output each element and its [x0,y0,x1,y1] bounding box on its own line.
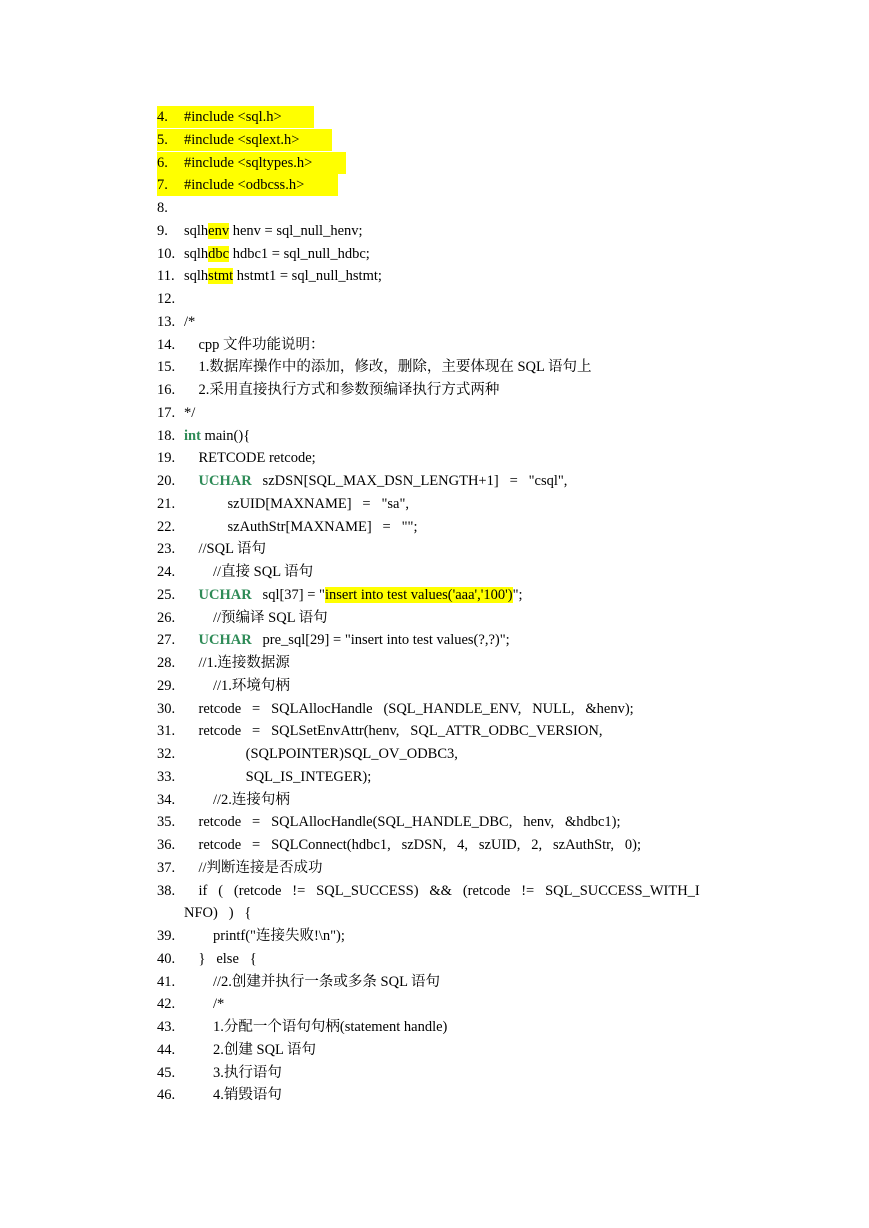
code-text: printf("连接失败!\n"); [184,928,345,944]
code-text: sqlh [184,222,209,239]
line-number: 8. [157,200,168,216]
code-line [157,470,567,492]
code-text: hstmt1 = sql_null_hstmt; [233,268,382,285]
code-line [157,265,382,287]
code-text: //1.连接数据源 [184,655,290,671]
code-line [157,811,621,833]
code-line [157,607,328,629]
code-text: (SQLPOINTER)SQL_OV_ODBC3, [184,746,458,762]
line-number: 10. [157,245,176,262]
code-line [157,1039,316,1061]
code-line [157,288,184,310]
line-number: 31. [157,723,176,740]
code-text: sqlh [184,268,209,285]
code-line [157,1062,282,1084]
line-number: 37. [157,859,176,876]
code-text: /* [184,313,196,330]
code-text: //判断连接是否成功 [184,859,323,876]
code-line [157,379,499,401]
code-text: sql[37] = " [251,586,325,603]
code-line [157,129,332,151]
line-number: 17. [157,404,176,421]
line-number: 5. [157,131,168,148]
code-line [157,425,250,447]
code-line [157,766,371,788]
line-number: 38. [157,882,176,899]
code-highlight: env [208,222,230,239]
code-line [157,197,184,219]
code-text: //预编译 SQL 语句 [184,609,328,626]
code-text: //直接 SQL 语句 [184,564,314,580]
code-text: szUID[MAXNAME] = "sa", [184,495,410,512]
code-text: retcode = SQLConnect(hdbc1, szDSN, 4, szUID, 2, szAuthStr, 0); [184,837,642,853]
code-line [184,902,251,924]
code-highlight: insert into test values('aaa','100') [324,586,513,603]
line-number: 33. [157,768,176,785]
line-number: 44. [157,1041,176,1058]
code-line [157,106,314,128]
line-number: 27. [157,632,176,649]
code-text: } else { [184,950,257,967]
code-text: #include <sql.h> [184,109,282,125]
code-line [157,993,224,1015]
line-number: 42. [157,996,176,1013]
code-text: NFO) ) { [184,905,252,922]
code-text: //1.环境句柄 [184,677,290,694]
code-text: main(){ [200,427,251,444]
code-line [157,1016,447,1038]
code-text [184,632,199,648]
line-number: 11. [157,268,175,285]
line-number: 25. [157,586,176,603]
code-highlight: dbc [208,245,230,262]
code-text: if ( (retcode != SQL_SUCCESS) && (retcode != SQL_SUCCESS_WITH_I [184,882,700,899]
code-line [157,584,523,606]
code-text: henv = sql_null_henv; [229,222,363,239]
code-keyword: UCHAR [198,632,252,649]
code-text: szDSN[SQL_MAX_DSN_LENGTH+1] = "csql", [251,473,568,489]
code-text: #include <sqltypes.h> [184,154,313,171]
code-line [157,925,345,947]
code-text: "; [512,586,523,603]
code-line [157,538,266,560]
line-number: 26. [157,609,176,626]
code-keyword: int [184,427,201,444]
code-line [157,652,290,674]
code-text: 1.分配一个语句句柄(statement handle) [184,1019,448,1035]
code-text: pre_sql[29] = "insert into test values(?,?)"; [251,632,510,649]
line-number: 36. [157,837,176,853]
line-number: 39. [157,928,176,944]
code-line [157,857,323,879]
code-line [157,948,257,970]
code-text: 1.数据库操作中的添加，修改，删除，主要体现在 SQL 语句上 [184,359,592,376]
code-text: hdbc1 = sql_null_hdbc; [229,245,370,262]
code-text: RETCODE retcode; [184,450,316,467]
code-line [157,334,325,356]
code-text: sqlh [184,245,209,262]
code-line [157,743,458,765]
line-number: 7. [157,177,168,194]
code-line [157,561,313,583]
line-number: 18. [157,427,176,444]
code-line [157,516,417,538]
code-line [157,629,510,651]
code-line [157,720,602,742]
code-text: //2.连接句柄 [184,791,290,808]
code-line [157,880,700,902]
line-number: 29. [157,677,176,694]
line-number: 28. [157,655,176,671]
code-keyword: UCHAR [198,586,252,603]
code-text: cpp 文件功能说明： [184,336,325,353]
line-number: 41. [157,973,176,990]
code-line [157,243,370,265]
code-line [157,447,316,469]
code-line [157,174,338,196]
code-text [184,473,199,489]
code-text: 2.采用直接执行方式和参数预编译执行方式两种 [184,382,500,398]
line-number: 12. [157,291,176,307]
line-number: 22. [157,518,176,535]
code-line [157,675,290,697]
line-number: 19. [157,450,176,467]
line-number: 45. [157,1064,176,1081]
line-number: 35. [157,814,176,831]
code-text: 3.执行语句 [184,1064,282,1081]
line-number: 30. [157,700,176,717]
code-text: #include <odbcss.h> [184,177,305,194]
code-line [157,493,409,515]
line-number: 4. [157,109,168,125]
line-number: 24. [157,564,176,580]
code-line [157,834,641,856]
code-keyword: UCHAR [198,473,252,489]
code-text: */ [184,404,196,421]
line-number: 46. [157,1087,176,1104]
line-number: 20. [157,473,176,489]
code-line [157,698,634,720]
line-number: 13. [157,313,176,330]
code-text: szAuthStr[MAXNAME] = ""; [184,518,418,535]
line-number: 14. [157,336,176,353]
code-line [157,789,290,811]
code-text: 4.销毁语句 [184,1087,282,1104]
line-number: 6. [157,154,168,171]
code-text: /* [184,996,225,1013]
code-text: retcode = SQLSetEnvAttr(henv, SQL_ATTR_ODBC_VERSION, [184,723,603,740]
code-line [157,356,591,378]
code-line [157,1084,282,1106]
code-highlight: stmt [208,268,234,285]
code-line [157,971,440,993]
line-number: 16. [157,382,176,398]
line-number: 34. [157,791,176,808]
line-number: 43. [157,1019,176,1035]
code-line [157,402,195,424]
line-number: 21. [157,495,176,512]
code-line [157,152,346,174]
code-line [157,220,363,242]
code-text: //SQL 语句 [184,541,267,558]
line-number: 32. [157,746,176,762]
code-line [157,311,195,333]
line-number: 9. [157,222,168,239]
code-text: retcode = SQLAllocHandle(SQL_HANDLE_DBC, henv, &hdbc1); [184,814,621,831]
code-text: //2.创建并执行一条或多条 SQL 语句 [184,973,441,990]
code-text: SQL_IS_INTEGER); [184,768,372,785]
code-text: 2.创建 SQL 语句 [184,1041,316,1058]
code-text: #include <sqlext.h> [184,131,300,148]
line-number: 23. [157,541,176,558]
line-number: 15. [157,359,176,376]
line-number: 40. [157,950,176,967]
code-text [184,587,199,603]
code-text: retcode = SQLAllocHandle (SQL_HANDLE_ENV, NULL, &henv); [184,700,634,717]
